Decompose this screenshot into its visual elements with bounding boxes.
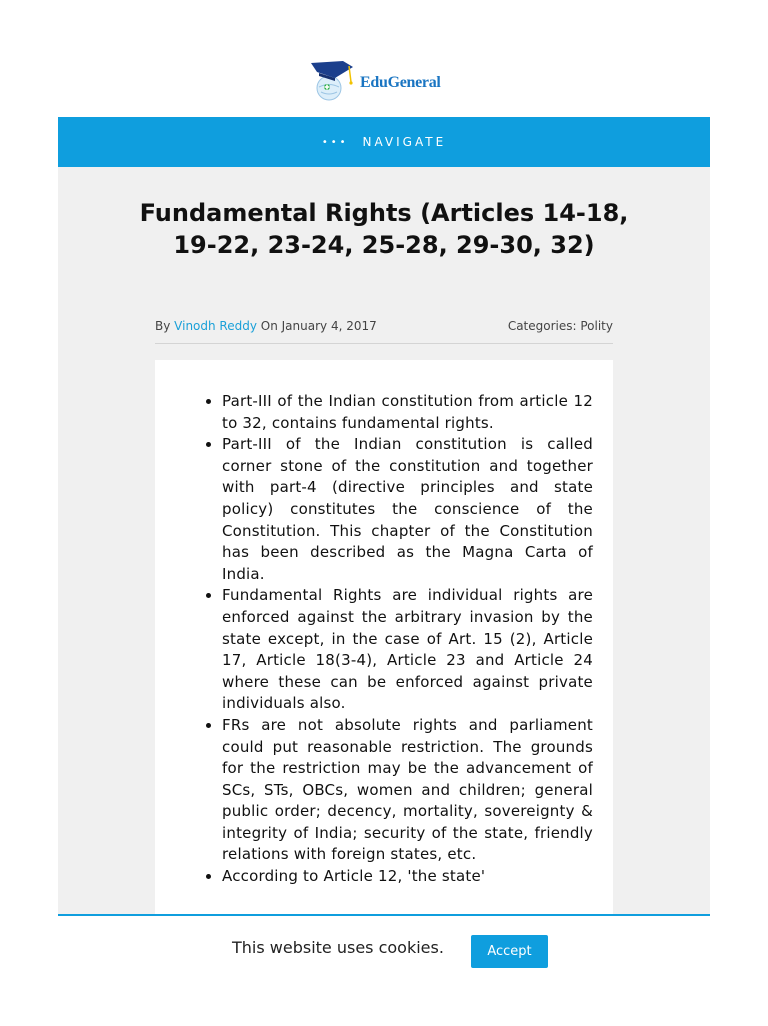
list-item: • Part-III of the Indian constitution from article 12 to 32, contains fundamental rights. — [222, 391, 593, 434]
graduation-globe-icon — [309, 58, 361, 104]
list-item: • According to Article 12, 'the state' — [222, 866, 593, 888]
accept-cookies-button[interactable]: Accept — [471, 935, 548, 968]
by-label: By — [155, 319, 171, 333]
article-body — [155, 360, 613, 920]
article-bullet-list — [155, 360, 613, 888]
meta-divider — [155, 343, 613, 344]
page-title: Fundamental Rights (Articles 14-18, 19-22, 23-24, 25-28, 29-30, 32) — [139, 199, 629, 259]
site-logo[interactable] — [309, 58, 469, 104]
navigate-menu-bar[interactable] — [58, 117, 710, 167]
logo-wordmark: EduGeneral — [360, 74, 441, 91]
post-meta — [155, 319, 613, 333]
menu-dots-icon: ••• — [321, 136, 349, 148]
list-item: • Fundamental Rights are individual rights are enforced against the arbitrary invasion by the state except, in the case of Art. 15 (2), Article 17, Article 18(3-4), Article 23 and Article 24 where these can be enforced against private individuals also. — [222, 585, 593, 715]
list-item: • FRs are not absolute rights and parliament could put reasonable restriction. The grounds for the restriction may be the advancement of SCs, STs, OBCs, women and children; general public order; decency, mortality, sovereignty & integrity of India; security of the state, friendly relations with foreign states, etc. — [222, 715, 593, 866]
post-date: On January 4, 2017 — [260, 319, 377, 333]
list-item: • Part-III of the Indian constitution is called corner stone of the constitution and together with part-4 (directive principles and state policy) constitutes the conscience of the Constitution. This chapter of the Constitution has been described as the Magna Carta of India. — [222, 434, 593, 585]
cookie-message: This website uses cookies. — [232, 938, 444, 957]
post-categories: Categories: Polity — [507, 319, 613, 333]
author-link[interactable]: Vinodh Reddy — [174, 319, 257, 333]
cookie-banner — [58, 914, 710, 1026]
navigate-label: NAVIGATE — [362, 135, 447, 149]
